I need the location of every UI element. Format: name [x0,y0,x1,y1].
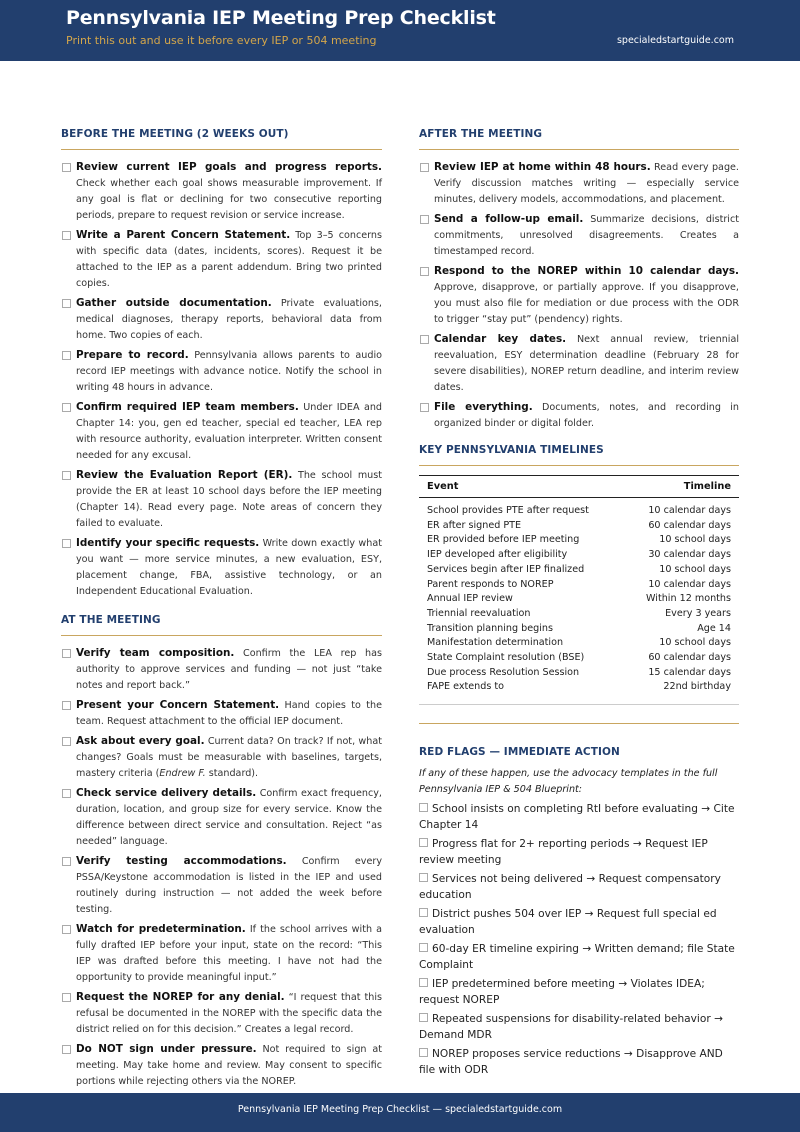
checkbox-icon[interactable] [62,539,71,548]
checkbox-icon[interactable] [62,299,71,308]
item-lead: Verify team composition. [76,647,235,659]
item-text-tail: standard). [205,768,259,779]
item-text: Confirm the LEA rep has authority to approve services and funding — not just “take notes and report back.” [76,648,382,691]
timeline-cell: 60 calendar days [648,652,731,664]
before-checklist [61,159,382,600]
after-checklist [419,159,739,432]
right-column [419,128,739,1081]
checklist-item [61,295,382,344]
checkbox-icon[interactable] [420,335,429,344]
table-row [427,666,731,681]
item-lead: Present your Concern Statement. [76,699,280,711]
section-heading-timelines: KEY PENNSYLVANIA TIMELINES [419,444,739,466]
item-text: “I request that this refusal be documented in the NOREP with the specific data the district relied on for this decision.” Creates a legal record. [76,992,382,1035]
timelines-table-header [419,476,739,498]
checkbox-icon[interactable] [419,943,428,952]
event-cell: ER after signed PTE [427,519,522,531]
checkbox-icon[interactable] [62,231,71,240]
checklist-item [419,331,739,396]
checkbox-icon[interactable] [62,993,71,1002]
checkbox-icon[interactable] [62,1045,71,1054]
checkbox-icon[interactable] [62,857,71,866]
table-row [427,563,731,578]
event-cell: Transition planning begins [427,622,553,634]
checklist-item [419,399,739,432]
red-flag-text: Repeated suspensions for disability-related behavior → Demand MDR [419,1013,723,1042]
event-cell: ER provided before IEP meeting [427,534,580,546]
item-emphasis: Endrew F. [159,768,206,779]
item-lead: Confirm required IEP team members. [76,401,299,413]
item-lead: Review IEP at home within 48 hours. [434,161,651,173]
event-cell: State Complaint resolution (BSE) [427,652,585,664]
item-text: Confirm every PSSA/Keystone accommodation is listed in the IEP and used routinely during instruction — not added the week before testing. [76,856,382,915]
event-cell: Services begin after IEP finalized [427,563,585,575]
item-text: The school must provide the ER at least 10 school days before the IEP meeting (Chapter 14). Read every page. Note areas of concern they failed to evaluate. [76,470,382,529]
table-row [427,651,731,666]
checkbox-icon[interactable] [419,978,428,987]
timeline-cell: 10 school days [659,637,731,649]
timeline-cell: 10 calendar days [648,505,731,516]
page-footer: Pennsylvania IEP Meeting Prep Checklist — specialedstartguide.com [0,1093,800,1132]
red-flag-item [419,941,739,973]
checkbox-icon[interactable] [419,1048,428,1057]
item-lead: Ask about every goal. [76,735,205,747]
checklist-item [61,921,382,986]
header-site-link[interactable]: specialedstartguide.com [616,35,734,46]
checklist-item [61,853,382,918]
checkbox-icon[interactable] [419,873,428,882]
checkbox-icon[interactable] [62,925,71,934]
checklist-item [61,227,382,292]
item-lead: File everything. [434,401,533,413]
checklist-item [419,159,739,208]
checklist-item [61,645,382,694]
checklist-item [61,347,382,396]
checklist-item [61,989,382,1038]
checkbox-icon[interactable] [62,649,71,658]
event-cell: FAPE extends to [427,681,505,693]
red-flag-item [419,1011,739,1043]
timelines-table [419,475,739,705]
page-subtitle: Print this out and use it before every IEP or 504 meeting [66,34,377,47]
checklist-item [61,785,382,850]
red-flag-text: NOREP proposes service reductions → Disapprove AND file with ODR [419,1048,723,1077]
timeline-cell: 60 calendar days [648,519,731,531]
item-text: Top 3–5 concerns with specific data (dates, incidents, scores). Request it be attached to the IEP as a parent addendum. Bring two printed copies. [76,230,382,289]
item-lead: Review current IEP goals and progress reports. [76,161,382,173]
item-text: Not required to sign at meeting. May take home and review. May consent to specific portions while rejecting others via the NOREP. [76,1044,382,1087]
checkbox-icon[interactable] [62,471,71,480]
page-title: Pennsylvania IEP Meeting Prep Checklist [66,7,496,29]
table-row [427,519,731,534]
checkbox-icon[interactable] [419,838,428,847]
checklist-item [61,159,382,224]
checkbox-icon[interactable] [420,403,429,412]
flags-list [419,801,739,1078]
table-row [427,592,731,607]
red-flag-item [419,871,739,903]
table-row [427,607,731,622]
left-column [61,128,382,1093]
item-lead: Verify testing accommodations. [76,855,287,867]
checklist-item [61,399,382,464]
item-text: Under IDEA and Chapter 14: you, gen ed teacher, special ed teacher, LEA rep with resource authority, evaluation interpreter. Written consent needed for any excusal. [76,402,382,461]
red-flag-text: 60-day ER timeline expiring → Written demand; file State Complaint [419,943,735,972]
at-checklist [61,645,382,1090]
event-cell: Due process Resolution Session [427,666,580,678]
timeline-cell: 10 school days [659,563,731,575]
item-lead: Write a Parent Concern Statement. [76,229,291,241]
red-flag-text: Services not being delivered → Request compensatory education [419,873,721,902]
divider [419,723,739,724]
item-lead: Watch for predetermination. [76,923,246,935]
item-text: Read every page. Verify discussion matches writing — especially service minutes, delivery models, accommodations, and placement. [434,162,739,205]
col-event-header: Event [427,481,459,492]
red-flag-item [419,906,739,938]
section-heading-before: BEFORE THE MEETING (2 WEEKS OUT) [61,128,382,150]
red-flag-item [419,836,739,868]
checklist-item [419,211,739,260]
item-lead: Review the Evaluation Report (ER). [76,469,293,481]
item-lead: Check service delivery details. [76,787,257,799]
checkbox-icon[interactable] [420,215,429,224]
event-cell: Manifestation determination [427,637,564,649]
table-row [427,548,731,563]
item-text: Pennsylvania allows parents to audio record IEP meetings with advance notice. Notify the school in writing 48 hours in advance. [76,350,382,393]
checklist-item [61,697,382,730]
item-text: Confirm exact frequency, duration, location, and group size for every service. Know the difference between direct service and consultation. Reject “as needed” language. [76,788,382,847]
timelines-table-body [419,498,739,704]
checkbox-icon[interactable] [62,737,71,746]
checkbox-icon[interactable] [62,403,71,412]
checkbox-icon[interactable] [62,789,71,798]
item-text: Check whether each goal shows measurable improvement. If any goal is flat or declining for two consecutive reporting periods, prepare to request revision or service increase. [76,178,382,221]
item-text: Write down exactly what you want — more service minutes, a new evaluation, ESY, placement change, FBA, assistive technology, or an Independent Educational Evaluation. [76,538,382,597]
item-lead: Send a follow-up email. [434,213,584,225]
timeline-cell: 10 school days [659,534,731,546]
red-flag-item [419,976,739,1008]
page-header [0,0,800,61]
item-lead: Identify your specific requests. [76,537,260,549]
checkbox-icon[interactable] [419,1013,428,1022]
item-text: If the school arrives with a fully drafted IEP before your input, state on the record: “This IEP was drafted before this meeting. I have not had the opportunity to provide meaningful input.” [76,924,382,983]
event-cell: Parent responds to NOREP [427,578,554,590]
item-text: Private evaluations, medical diagnoses, therapy reports, behavioral data from home. Two copies of each. [76,298,382,341]
red-flag-item [419,801,739,833]
event-cell: School provides PTE after request [427,505,589,516]
event-cell: IEP developed after eligibility [427,549,568,561]
item-text: Documents, notes, and recording in organized binder or digital folder. [434,402,739,429]
section-heading-flags: RED FLAGS — IMMEDIATE ACTION [419,746,620,759]
item-lead: Request the NOREP for any denial. [76,991,285,1003]
section-heading-after: AFTER THE MEETING [419,128,739,150]
checkbox-icon[interactable] [420,163,429,172]
checkbox-icon[interactable] [419,908,428,917]
checkbox-icon[interactable] [62,701,71,710]
event-cell: Annual IEP review [427,593,513,605]
red-flag-text: School insists on completing RtI before evaluating → Cite Chapter 14 [419,803,735,832]
checkbox-icon[interactable] [62,351,71,360]
item-lead: Calendar key dates. [434,333,567,345]
timeline-cell: Within 12 months [646,593,731,605]
timeline-cell: 22nd birthday [663,681,731,693]
item-lead: Respond to the NOREP within 10 calendar days. [434,265,739,277]
table-row [427,622,731,637]
item-text: Next annual review, triennial reevaluation, ESY determination deadline (February 28 for severe disabilities), NOREP return deadline, and interim review dates. [434,334,739,393]
flags-intro: If any of these happen, use the advocacy templates in the full Pennsylvania IEP & 504 Blueprint: [419,768,718,796]
timeline-cell: Age 14 [697,622,731,634]
timeline-cell: Every 3 years [665,607,731,619]
item-text: Current data? On track? If not, what changes? Goals must be measurable with baselines, targets, mastery criteria ( [76,736,382,779]
item-text: Summarize decisions, district commitments, unresolved disagreements. Creates a timestamped record. [434,214,739,257]
red-flag-text: IEP predetermined before meeting → Violates IDEA; request NOREP [419,978,705,1007]
timeline-cell: 15 calendar days [648,666,731,678]
checkbox-icon[interactable] [419,803,428,812]
item-lead: Prepare to record. [76,349,189,361]
table-row [427,680,731,695]
red-flag-item [419,1046,739,1078]
timeline-cell: 30 calendar days [648,549,731,561]
checkbox-icon[interactable] [420,267,429,276]
checklist-item [61,535,382,600]
table-row [427,533,731,548]
table-row [427,504,731,519]
table-row [427,636,731,651]
checklist-item [61,467,382,532]
checklist-item [419,263,739,328]
red-flag-text: District pushes 504 over IEP → Request full special ed evaluation [419,908,717,937]
item-lead: Do NOT sign under pressure. [76,1043,257,1055]
checklist-item [61,1041,382,1090]
table-row [427,578,731,593]
item-text: Hand copies to the team. Request attachment to the official IEP document. [76,700,382,727]
red-flag-text: Progress flat for 2+ reporting periods → Request IEP review meeting [419,838,708,867]
event-cell: Triennial reevaluation [427,607,531,619]
checkbox-icon[interactable] [62,163,71,172]
col-timeline-header: Timeline [683,481,731,492]
timeline-cell: 10 calendar days [648,578,731,590]
item-text: Approve, disapprove, or partially approve. If you disapprove, you must also file for mediation or due process with the ODR to trigger “stay put” (pendency) rights. [434,282,739,325]
section-heading-at: AT THE MEETING [61,614,382,636]
checklist-item [61,733,382,782]
item-lead: Gather outside documentation. [76,297,272,309]
